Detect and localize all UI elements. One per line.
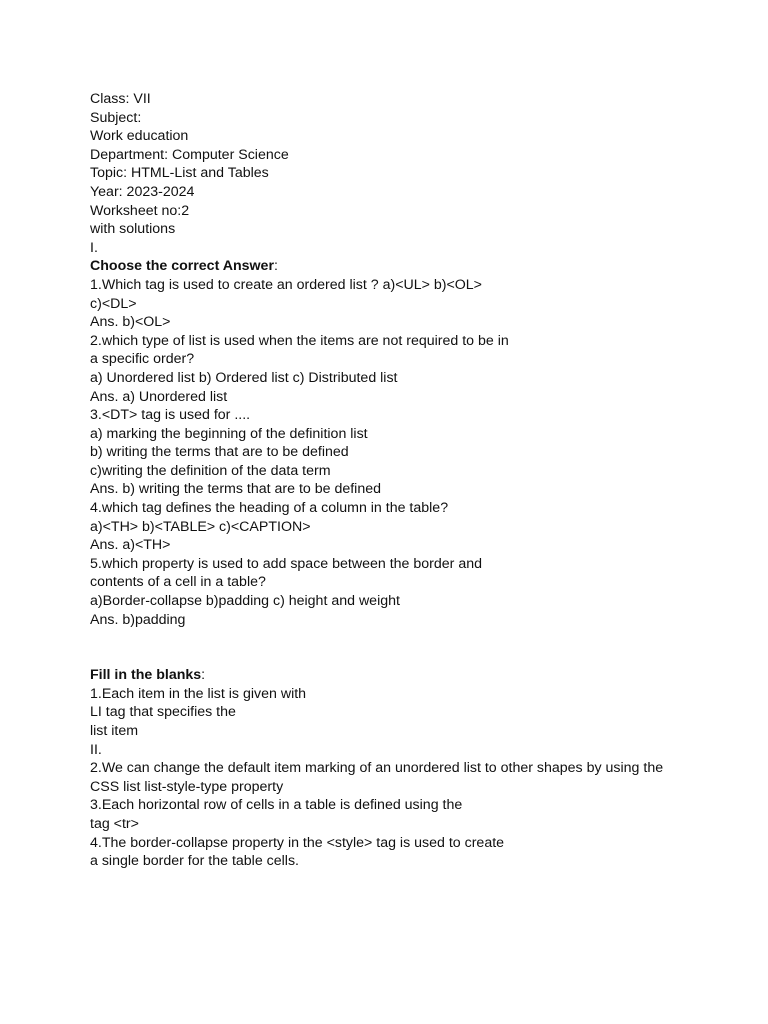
subject-line: Subject:: [90, 109, 142, 126]
mcq-answer-line: Ans. b)padding: [90, 611, 186, 628]
with-solutions-line: with solutions: [90, 221, 176, 238]
department-line: Department: Computer Science: [90, 146, 289, 163]
mcq-line: c)<DL>: [90, 295, 137, 312]
blanks-line: list item: [90, 723, 139, 739]
mcq-line: a specific order?: [90, 351, 195, 368]
worksheet-page: [90, 90, 730, 871]
mcq-line: c)writing the definition of the data term: [90, 462, 331, 479]
mcq-line: a)<TH> b)<TABLE> c)<CAPTION>: [90, 518, 311, 535]
mcq-line: a) Unordered list b) Ordered list c) Distributed list: [90, 369, 398, 386]
mcq-heading: [90, 257, 730, 276]
mcq-heading-text: Choose the correct Answer: [90, 258, 274, 275]
mcq-answer-line: Ans. b)<OL>: [90, 314, 171, 331]
mcq-line: 4.which tag defines the heading of a column in the table?: [90, 500, 449, 517]
blanks-line: tag <tr>: [90, 815, 139, 832]
mcq-answer-line: Ans. a)<TH>: [90, 537, 171, 554]
blanks-line: CSS list list-style-type property: [90, 778, 284, 795]
topic-line: Topic: HTML-List and Tables: [90, 165, 269, 182]
blanks-line: a single border for the table cells.: [90, 853, 299, 870]
mcq-line: a) marking the beginning of the definition list: [90, 425, 368, 442]
mcq-heading-colon: :: [273, 258, 278, 275]
blanks-line: 4.The border-collapse property in the <style> tag is used to create: [90, 834, 505, 851]
year-line: Year: 2023-2024: [90, 183, 195, 200]
mcq-line: contents of a cell in a table?: [90, 574, 266, 591]
mcq-answer-line: Ans. b) writing the terms that are to be defined: [90, 481, 381, 498]
worksheet-number-line: Worksheet no:2: [90, 202, 190, 219]
mcq-line: b) writing the terms that are to be defined: [90, 444, 349, 461]
section-one-marker: I.: [90, 239, 98, 256]
mcq-line: 1.Which tag is used to create an ordered list ? a)<UL> b)<OL>: [90, 276, 482, 293]
class-line: Class: VII: [90, 91, 151, 107]
mcq-line: 2.which type of list is used when the items are not required to be in: [90, 332, 509, 349]
blanks-line: 3.Each horizontal row of cells in a table is defined using the: [90, 797, 463, 814]
section-two-marker: II.: [90, 741, 102, 758]
blanks-heading-text: Fill in the blanks: [90, 667, 202, 684]
mcq-line: 5.which property is used to add space between the border and: [90, 555, 482, 572]
blanks-heading: [90, 666, 730, 685]
mcq-answer-line: Ans. a) Unordered list: [90, 388, 228, 405]
mcq-line: a)Border-collapse b)padding c) height and weight: [90, 593, 400, 610]
mcq-line: 3.<DT> tag is used for ....: [90, 407, 251, 424]
blanks-heading-colon: :: [201, 667, 206, 684]
blanks-line: LI tag that specifies the: [90, 704, 236, 721]
section-spacer: [90, 629, 730, 666]
blanks-line: 1.Each item in the list is given with: [90, 685, 307, 702]
subject-value-line: Work education: [90, 128, 189, 145]
blanks-line: 2.We can change the default item marking of an unordered list to other shapes by using the: [90, 760, 664, 777]
